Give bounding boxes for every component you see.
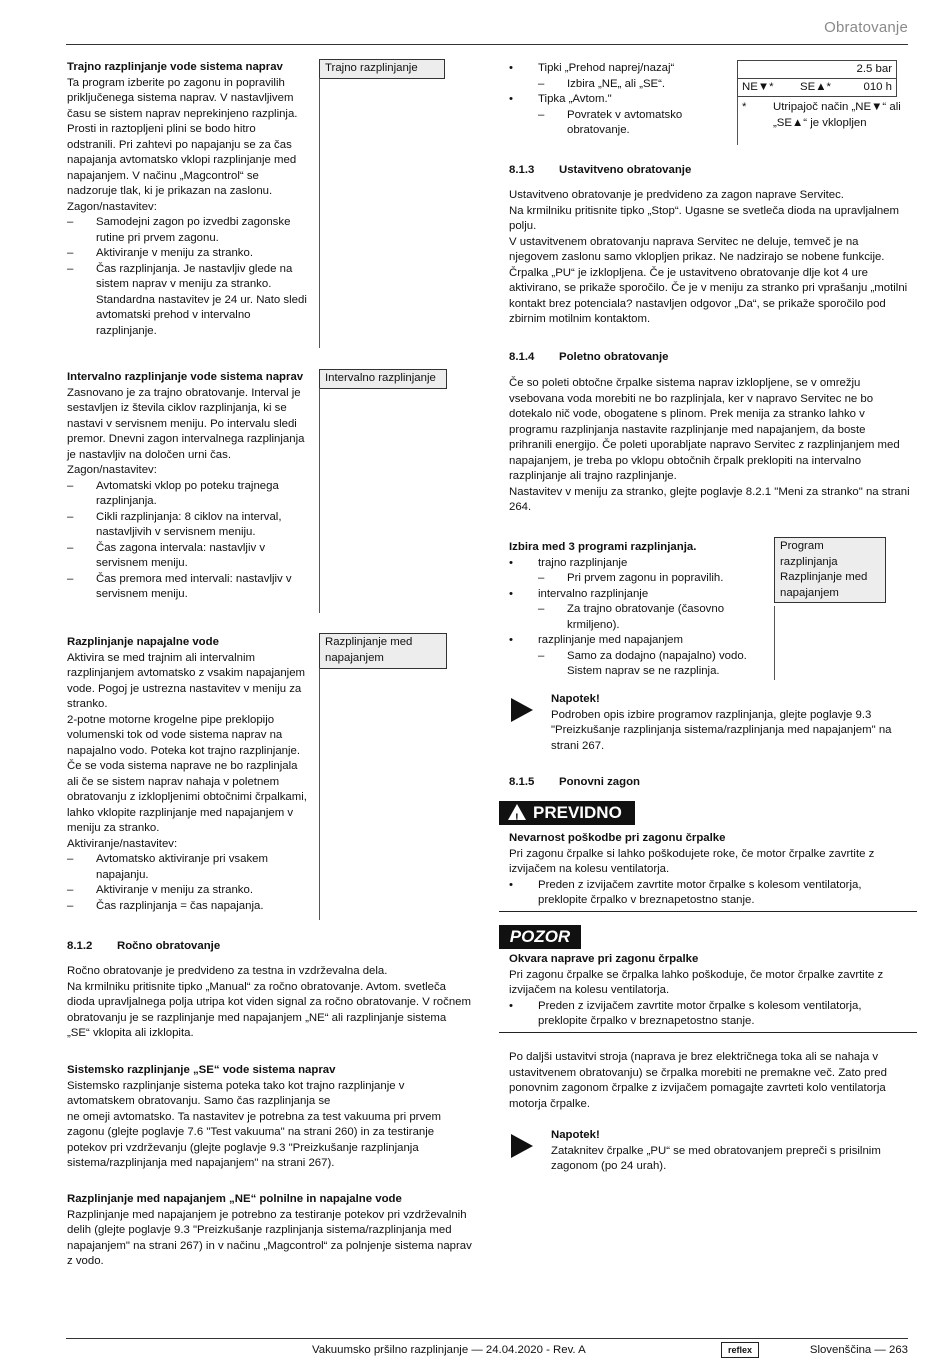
caution-text: Pri zagonu črpalke se črpalka lahko poškoduje, če motor črpalke zavrtite z izvijačem na kolesu ventilatorja. xyxy=(509,968,884,996)
reflex-logo: reflex xyxy=(721,1342,759,1358)
list-item: – Aktiviranje v meniju za stranko. xyxy=(67,883,307,899)
paragraph: Po daljši ustavitvi stroja (naprava je brez električnega toka ali se nahaja v ustavitvenem obratovanju) se črpalka morebiti ne premakne več. Zato pred ponovnim zagonom črpalke z izvijačem pomagajte zavrteti kolo ventilatorja motorja črpalke. xyxy=(509,1051,887,1110)
display-status-row xyxy=(738,79,896,96)
section-body: Ta program izberite po zagonu in popravilih priključenega sistema naprav. V nastavljivem času se sistem naprav neprekinjeno razplinja. Prosti in raztopljeni plini se bodo hitro odstranili. Pri zahtevi po napajanju se za čas napajanja avtomatsko vklopi razplinjanje med napajanjem. V načinu „Magcontrol“ se nadzoruje tlak, ki je prikazan na zaslonu. xyxy=(67,76,298,197)
tag-line: Program razplinjanja xyxy=(780,540,838,568)
list-item: – Avtomatsko aktiviranje pri vsakem napajanju. xyxy=(67,852,307,883)
program-tag-makeup: Razplinjanje med napajanjem xyxy=(319,633,447,669)
display-pressure: 2.5 bar xyxy=(738,61,896,79)
section-subheading: Zagon/nastavitev: xyxy=(67,200,157,213)
program-name: trajno razplinjanje xyxy=(538,556,628,569)
list-item xyxy=(509,61,724,92)
program-name: razplinjanje med napajanjem xyxy=(538,634,684,646)
list-item xyxy=(509,633,764,680)
heading-8-1-4 xyxy=(509,350,669,366)
paragraph: Če so poleti obtočne črpalke sistema naprav izklopljene, se v omrežju vsebovana voda morebiti ne bo razplinjala, ker v napravo Servitec ne bo dotekalo nič vode, obogatene s plinom. Prek menija za stranko lahko v programu razplinjanja nastavite razplinjanje med napajanjem, da boste prihranili energijo. Če poleti uporabljate napravo Servitec z razplinjanjem med napajanjem, je treba po vklopu obtočnih črpalk preklopiti na intervalno razplinjanje ali trajno razplinjanje. xyxy=(509,377,900,482)
section-title: Intervalno razplinjanje vode sistema naprav xyxy=(67,371,304,383)
caution-block xyxy=(509,952,914,1030)
section-interval-degassing xyxy=(67,370,307,603)
sub-item: – Povratek v avtomatsko obratovanje. xyxy=(538,108,724,139)
margin-rule xyxy=(319,388,320,613)
list-item: – Čas razplinjanja. Je nastavljiv glede na sistem naprav v meniju za stranko. Standardna nastavitev je 24 ur. Nato sledi avtomatski prehod v intervalno razplinjanje. xyxy=(67,262,307,340)
paragraph: Na krmilniku pritisnite tipko „Manual“ za ročno obratovanje. Avtom. svetleča dioda upravljalnega polja utripa kot viden signal za ročno obratovanje. V ročnem obratovanju je se razplinjanje med napajanjem „NE“ ali razplinjanje sistema „SE“ vklopita ali izklopita. xyxy=(67,980,471,1039)
program-tag-interval: Intervalno razplinjanje xyxy=(319,369,447,389)
restart-paragraph xyxy=(509,1050,909,1112)
section-title: Ponovni zagon xyxy=(559,776,640,788)
section-system-degassing-se xyxy=(67,1063,472,1172)
footer-page-number: Slovenščina — 263 xyxy=(809,1344,908,1356)
section-body: 2-potne motorne krogelne pipe preklopijo volumenski tok od vode sistema naprav na napajalno vodo. Poteka kot trajno razplinjanje. Če se voda sistema naprave ne bo razplinjala ali če se sistem naprav nahaja v poletnem obratovanju z izklopljenimi obtočnimi črpalkami, lahko vklopite razplinjanje med napajanjem v meniju za stranko. xyxy=(67,713,307,834)
list-item: – Cikli razplinjanja: 8 ciklov na interval, nastavljivih v servisnem meniju. xyxy=(67,510,307,541)
section-subheading: Zagon/nastavitev: xyxy=(67,464,157,476)
section-summer-operation xyxy=(509,376,911,516)
sub-item: – Samo za dodajno (napajalno) vodo. Sistem naprav se ne razplinja. xyxy=(538,649,764,680)
margin-rule xyxy=(319,668,320,920)
sub-item: – Pri prvem zagonu in popravilih. xyxy=(538,571,764,587)
section-title: Razplinjanje napajalne vode xyxy=(67,636,219,648)
paragraph: Na krmilniku pritisnite tipko „Stop“. Ugasne se svetleča dioda na upravljalnem polju. xyxy=(509,204,899,232)
section-makeup-degassing-ne xyxy=(67,1192,472,1270)
caution-rule xyxy=(499,1032,917,1033)
section-program-selection xyxy=(509,540,764,680)
key-text: Tipki „Prehod naprej/nazaj“ xyxy=(538,62,675,74)
section-title: Sistemsko razplinjanje „SE“ vode sistema naprav xyxy=(67,1064,336,1076)
display-note xyxy=(742,100,902,131)
list-item xyxy=(509,556,764,587)
paragraph: V ustavitvenem obratovanju naprava Servitec ne deluje, temveč je na njegovem zaslonu samo vklopljen prikaz. Ne nadzirajo se nobene funkcije. Črpalka „PU“ je izklopljena. Če je ustavitveno obratovanje dlje kot 4 ure aktivirano, se prikaže sporočilo. Če je v meniju za stranko pri vprašanju „motilni kontakt brez potenciala? nastavljen odgovor „Da“, se prikaže sporočilo pod zbirnim motilnim kontaktom. xyxy=(509,235,908,325)
footer-rule xyxy=(66,1338,908,1339)
sub-list xyxy=(538,108,724,139)
warning-block xyxy=(509,831,914,909)
section-title: Razplinjanje med napajanjem „NE“ polnilne in napajalne vode xyxy=(67,1193,402,1205)
list-item: • Preden z izvijačem zavrtite motor črpalke s kolesom ventilatorja, preklopite črpalko v breznapetostno stanje. xyxy=(509,999,914,1030)
note-text: Utripajoč način „NE▼“ ali „SE▲“ je vklopljen xyxy=(773,101,901,129)
note-text: Podroben opis izbire programov razplinjanja, glejte poglavje 9.3 "Preizkušanje razplinjanja sistema/razplinjanja med napajanjem" na strani 267. xyxy=(551,708,892,752)
caution-list xyxy=(509,999,914,1030)
paragraph: Razplinjanje med napajanjem je potrebno za testiranje potekov pri vzdrževalnih delih (glejte poglavje 9.3 "Preizkušanje razplinjanja sistema/razplinjanja med napajanjem" na strani 267) in v načinu „Magcontrol“ za polnjenje sistema naprav z vodo. xyxy=(67,1208,472,1267)
display-hours: 010 h xyxy=(863,81,892,93)
note-box xyxy=(551,1128,906,1175)
note-title: Napotek! xyxy=(551,1129,600,1141)
paragraph: Nastavitev v meniju za stranko, glejte poglavje 8.2.1 "Meni za stranko" na strani 264. xyxy=(509,485,910,513)
caution-badge: POZOR xyxy=(499,925,581,949)
note-title: Napotek! xyxy=(551,693,600,705)
display-ne-indicator: NE▼* xyxy=(742,81,774,93)
list-item: • Preden z izvijačem zavrtite motor črpalke s kolesom ventilatorja, preklopite črpalko v breznapetostno stanje. xyxy=(509,878,914,909)
heading-8-1-3 xyxy=(509,163,691,179)
section-body: Aktivira se med trajnim ali intervalnim razplinjanjem avtomatsko z vsakim napajanjem vode. Pogoj je ustrezna nastavitev v meniju za stranko. xyxy=(67,651,306,710)
settings-list xyxy=(67,852,307,914)
margin-rule xyxy=(319,78,320,348)
section-title: Ustavitveno obratovanje xyxy=(559,164,692,176)
settings-list xyxy=(67,215,307,339)
list-item: – Čas zagona intervala: nastavljiv v servisnem meniju. xyxy=(67,541,307,572)
note-text: Zataknitev črpalke „PU“ se med obratovanjem prepreči s prisilnim zagonom (po 24 urah). xyxy=(551,1144,881,1172)
paragraph: ne omeji avtomatsko. Ta nastavitev je potrebna za test vakuuma pri prvem zagonu (glejte poglavje 7.6 "Test vakuuma" na strani 260) in za testiranje potekov pri vzdrževanju (glejte poglavje 9.3 "Preizkušanje razplinjanja sistema/razplinjanja med napajanjem" na strani 267). xyxy=(67,1110,441,1169)
footer-document-title: Vakuumsko pršilno razplinjanje — 24.04.2020 - Rev. A xyxy=(312,1344,586,1356)
paragraph: Ustavitveno obratovanje je predvideno za zagon naprave Servitec. xyxy=(509,189,844,201)
key-text: Tipka „Avtom." xyxy=(538,93,612,105)
caution-title: Okvara naprave pri zagonu črpalke xyxy=(509,953,699,965)
section-continuous-degassing xyxy=(67,60,307,339)
margin-rule xyxy=(774,606,775,680)
display-se-indicator: SE▲* xyxy=(800,81,831,93)
program-tag-continuous: Trajno razplinjanje xyxy=(319,59,445,79)
heading-8-1-2 xyxy=(67,939,220,955)
sub-list xyxy=(538,649,764,680)
header-rule xyxy=(66,44,908,45)
list-item: – Čas premora med intervali: nastavljiv v servisnem meniju. xyxy=(67,572,307,603)
margin-rule xyxy=(737,95,738,145)
section-title: Poletno obratovanje xyxy=(559,351,669,363)
warning-rule xyxy=(499,911,917,912)
section-title: Ročno obratovanje xyxy=(117,940,221,952)
settings-list xyxy=(67,479,307,603)
section-title: Trajno razplinjanje vode sistema naprav xyxy=(67,61,283,73)
note-asterisk: * xyxy=(742,101,747,113)
list-item: – Čas razplinjanja = čas napajanja. xyxy=(67,899,307,915)
warning-badge xyxy=(499,801,635,825)
sub-list xyxy=(538,77,724,93)
note-arrow-icon xyxy=(511,698,533,722)
section-body: Zasnovano je za trajno obratovanje. Interval je sestavljen iz števila ciklov razplinjanja, ki se nastavi v servisnem meniju. Po intervalu sledi premor. Dnevni zagon intervalnega razplinjanja je nastavljiv na določen urni čas. xyxy=(67,386,305,461)
sub-item: – Za trajno obratovanje (časovno krmiljeno). xyxy=(538,602,764,633)
list-item xyxy=(509,587,764,634)
page-header-title: Obratovanje xyxy=(824,19,908,36)
paragraph: Ročno obratovanje je predvideno za testna in vzdrževalna dela. xyxy=(67,965,388,977)
section-number: 8.1.3 xyxy=(509,164,535,176)
list-item xyxy=(509,92,724,139)
program-tag-menu xyxy=(774,537,886,603)
section-stop-operation xyxy=(509,188,909,328)
section-title: Izbira med 3 programi razplinjanja. xyxy=(509,541,697,553)
section-number: 8.1.2 xyxy=(67,940,93,952)
note-arrow-icon xyxy=(511,1134,533,1158)
list-item: – Avtomatski vklop po poteku trajnega razplinjanja. xyxy=(67,479,307,510)
tag-line: Razplinjanje med napajanjem xyxy=(780,571,868,599)
warning-triangle-icon xyxy=(508,804,526,820)
program-list xyxy=(509,556,764,680)
warning-title: Nevarnost poškodbe pri zagonu črpalke xyxy=(509,832,726,844)
key-list xyxy=(509,61,724,139)
warning-list xyxy=(509,878,914,909)
sub-list xyxy=(538,602,764,633)
warning-text: Pri zagonu črpalke si lahko poškodujete roke, če motor črpalke zavrtite z izvijačem na kolesu ventilatorja. xyxy=(509,847,875,875)
program-name: intervalno razplinjanje xyxy=(538,587,649,600)
warning-label: PREVIDNO xyxy=(533,803,622,822)
section-makeup-degassing xyxy=(67,635,307,914)
section-number: 8.1.5 xyxy=(509,776,535,788)
note-box xyxy=(551,692,906,754)
paragraph: Sistemsko razplinjanje sistema poteka tako kot trajno razplinjanje v avtomatskem obratovanju. Samo čas razplinjanja se xyxy=(67,1079,405,1107)
controller-display xyxy=(737,60,897,97)
key-items xyxy=(509,61,724,139)
list-item: – Aktiviranje v meniju za stranko. xyxy=(67,246,307,262)
sub-list xyxy=(538,571,764,587)
sub-item: – Izbira „NE„ ali „SE“. xyxy=(538,77,724,93)
section-manual-operation xyxy=(67,964,472,1042)
section-subheading: Aktiviranje/nastavitev: xyxy=(67,837,178,850)
heading-8-1-5 xyxy=(509,775,640,791)
section-number: 8.1.4 xyxy=(509,351,535,363)
list-item: – Samodejni zagon po izvedbi zagonske rutine pri prvem zagonu. xyxy=(67,215,307,246)
